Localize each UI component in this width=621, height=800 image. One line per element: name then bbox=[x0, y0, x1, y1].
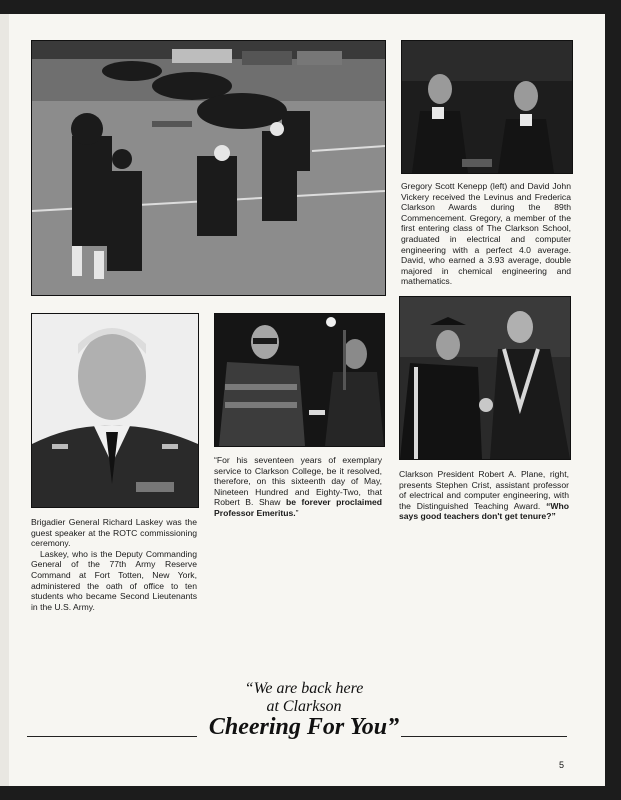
slogan-rule-right bbox=[401, 736, 567, 737]
graduates-caption: Gregory Scott Kenepp (left) and David John Vickery received the Levinus and Frederica Clarkson Awards during the 89th Commencement. Gregory, a member of the first entering class of The Clarkson School, graduated in electrical and computer engineering with a perfect 4.0 average. David, who earned a 3.93 average, double majored in chemical engineering and mathematics. bbox=[401, 181, 571, 287]
emeritus-photo bbox=[214, 313, 385, 447]
facing-page-edge bbox=[0, 14, 9, 786]
graduates-photo bbox=[401, 40, 573, 174]
general-caption-p1: Brigadier General Richard Laskey was the guest speaker at the ROTC commissioning ceremony. bbox=[31, 517, 197, 549]
emeritus-caption-close-quote: ” bbox=[295, 507, 299, 518]
procession-photo bbox=[31, 40, 386, 296]
emeritus-caption-text: “For his seventeen years of exemplary service to Clarkson College, be it resolved, therefore, on this sixteenth day of May, Nineteen Hundred and Eighty-Two, that Robert B. Shaw bbox=[214, 455, 382, 508]
general-portrait-photo bbox=[31, 313, 199, 508]
teaching-award-caption-text: Clarkson President Robert A. Plane, right, presents Stephen Crist, assistant professor of electrical and computer engineering, with the Distinguished Teaching Award. bbox=[399, 469, 569, 511]
magazine-page bbox=[9, 14, 605, 786]
emeritus-caption bbox=[214, 455, 382, 519]
teaching-award-photo bbox=[399, 296, 571, 460]
teaching-award-caption-emphasis: “Who says good teachers don't get tenure?” bbox=[399, 500, 569, 522]
slogan-rule-left bbox=[27, 736, 197, 737]
page-number: 5 bbox=[559, 760, 565, 770]
slogan-line-2: at Clarkson bbox=[266, 698, 342, 715]
general-caption-p2: Laskey, who is the Deputy Commanding General of the 77th Army Reserve Command at Fort Totten, New York, administered the oath of office to ten students who became Second Lieutenants in the U.S. Army. bbox=[31, 548, 197, 612]
emeritus-caption-emphasis: be forever proclaimed Professor Emeritus. bbox=[214, 497, 382, 518]
general-caption bbox=[31, 517, 197, 612]
teaching-award-caption bbox=[399, 469, 569, 522]
slogan-line-1: “We are back here bbox=[244, 680, 364, 697]
slogan-line-3: Cheering For You” bbox=[208, 714, 400, 740]
